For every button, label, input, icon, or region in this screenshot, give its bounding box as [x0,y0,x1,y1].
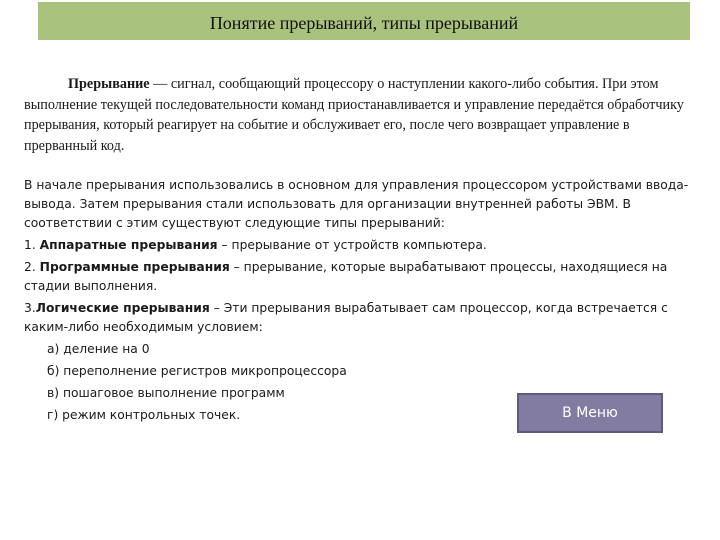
type-number: 2. [24,260,40,274]
type-number: 3. [24,301,36,315]
menu-button[interactable] [517,393,663,433]
intro-definition: — сигнал, сообщающий процессору о наступлении какого-либо события. При этом выполнение текущей последовательности команд приостанавливается и управление передаётся обработчику прерывания, который реагирует на событие и обслуживает его, после чего возвращает управление в прерванный код. [24,76,684,154]
type-description: – прерывание от устройств компьютера. [217,238,487,252]
type-item-software [24,258,704,296]
page-title: Понятие прерываний, типы прерываний [209,12,519,33]
type-item-logical [24,299,704,337]
condition-item: а) деление на 0 [47,342,150,356]
content-body [24,176,704,428]
type-name: Программные прерывания [39,260,230,274]
menu-button-label: В Меню [562,405,618,421]
type-description: – Эти прерывания вырабатывает сам процессор, когда встречается с каким-либо необходимым условием: [24,301,668,334]
type-item-hardware [24,236,704,255]
history-paragraph: В начале прерывания использовались в основном для управления процессором устройствами ввода-вывода. Затем прерывания стали использовать для организации внутренней работы ЭВМ. В соответствии с этим существуют следующие типы прерываний: [24,178,689,230]
type-name: Аппаратные прерывания [39,238,218,252]
intro-paragraph [24,74,704,156]
type-name: Логические прерывания [35,301,210,315]
title-bar [38,2,690,40]
condition-item: г) режим контрольных точек. [47,408,241,422]
intro-term: Прерывание [68,76,150,92]
condition-item: в) пошаговое выполнение программ [47,386,285,400]
type-number: 1. [24,238,40,252]
type-description: – прерывание, которые вырабатывают процессы, находящиеся на стадии выполнения. [24,260,668,293]
condition-item: б) переполнение регистров микропроцессора [47,364,347,378]
